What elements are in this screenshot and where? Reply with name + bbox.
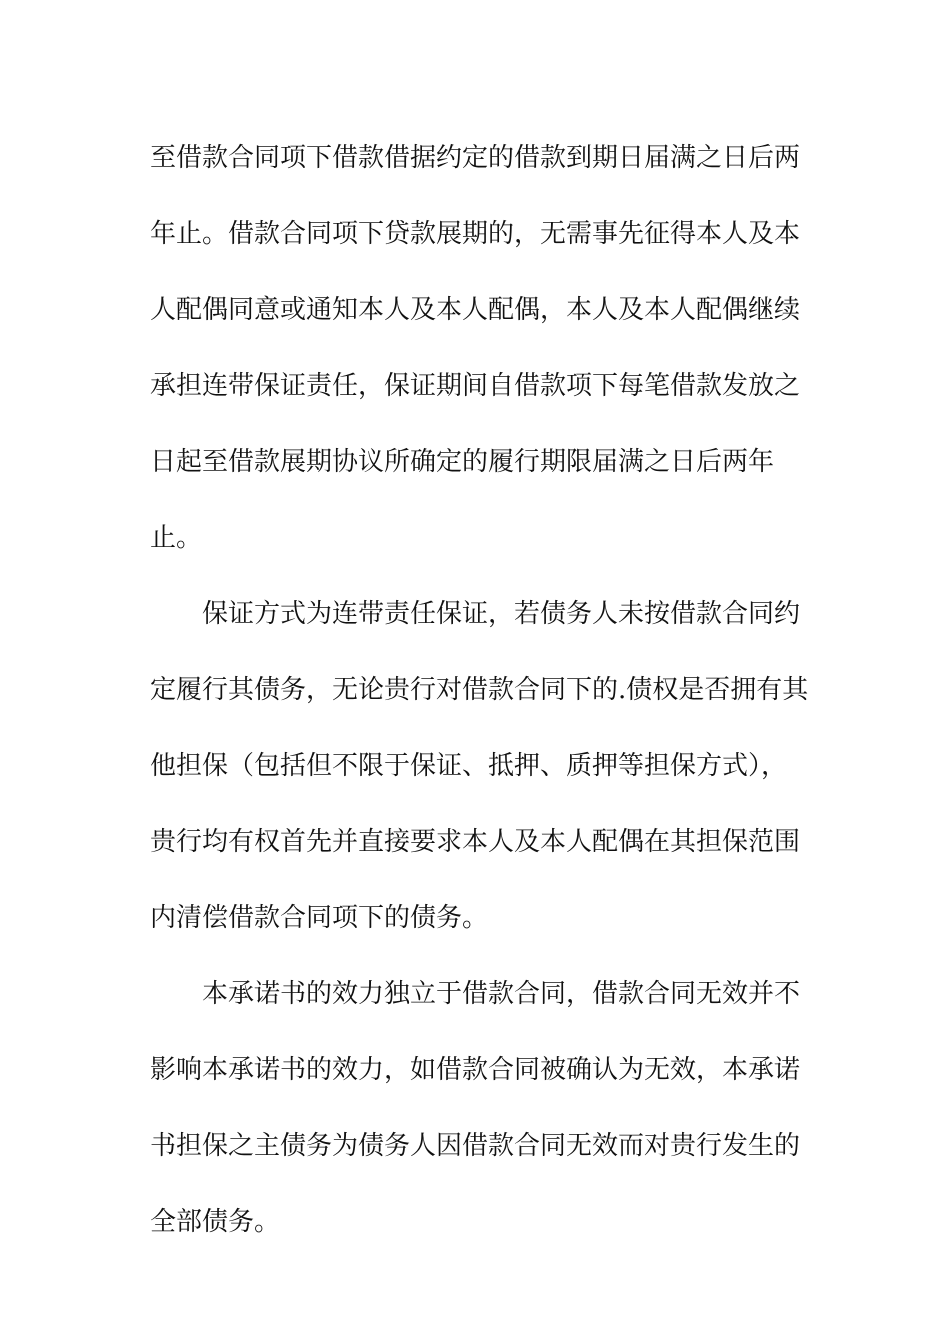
paragraph-1-line-6: 止。 — [150, 523, 203, 553]
paragraph-1-line-1: 至借款合同项下借款借据约定的借款到期日届满之日后两 — [150, 143, 801, 173]
paragraph-1-line-5: 日起至借款展期协议所确定的履行期限届满之日后两年 — [150, 447, 775, 477]
paragraph-1-line-4: 承担连带保证责任，保证期间自借款项下每笔借款发放之 — [150, 371, 801, 401]
paragraph-2-line-5: 内清偿借款合同项下的债务。 — [150, 903, 489, 933]
paragraph-2-line-1: 保证方式为连带责任保证，若债务人未按借款合同约 — [202, 599, 801, 629]
paragraph-3-line-2: 影响本承诺书的效力，如借款合同被确认为无效，本承诺 — [150, 1055, 801, 1085]
paragraph-3-line-1: 本承诺书的效力独立于借款合同，借款合同无效并不 — [202, 979, 801, 1009]
paragraph-3-line-4: 全部债务。 — [150, 1207, 281, 1237]
paragraph-2-line-3: 他担保（包括但不限于保证、抵押、质押等担保方式）， — [150, 751, 788, 781]
paragraph-2-line-2: 定履行其债务，无论贵行对借款合同下的.债权是否拥有其 — [150, 675, 809, 705]
paragraph-1-line-2: 年止。借款合同项下贷款展期的，无需事先征得本人及本 — [150, 219, 801, 249]
paragraph-2-line-4: 贵行均有权首先并直接要求本人及本人配偶在其担保范围 — [150, 827, 801, 857]
paragraph-3-line-3: 书担保之主债务为债务人因借款合同无效而对贵行发生的 — [150, 1131, 801, 1161]
paragraph-1-line-3: 人配偶同意或通知本人及本人配偶，本人及本人配偶继续 — [150, 295, 801, 325]
document-body — [150, 120, 810, 1260]
